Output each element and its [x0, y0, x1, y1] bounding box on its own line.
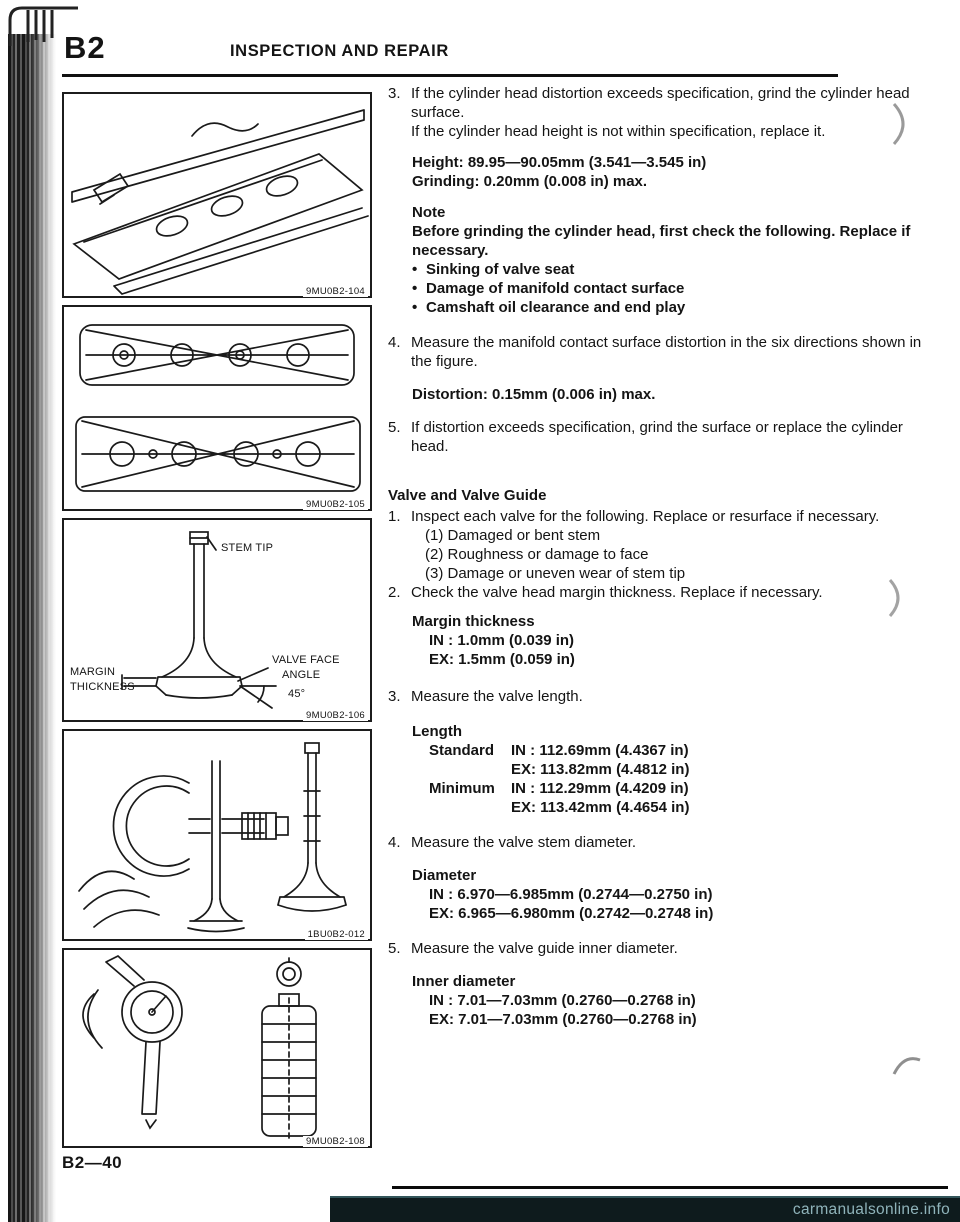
step-item-3	[388, 84, 948, 141]
spec-stem-diameter	[412, 866, 948, 923]
section-heading-valve: Valve and Valve Guide	[388, 487, 547, 504]
spec-line: Grinding: 0.20mm (0.008 in) max.	[412, 173, 648, 190]
figure-cylinder-head-distortion	[62, 92, 372, 298]
step-number: 4.	[388, 834, 401, 851]
watermark-bar	[330, 1196, 960, 1222]
step-number: 5.	[388, 419, 401, 436]
valve-item-3	[388, 687, 948, 706]
spec-row-value: EX: 113.82mm (4.4812 in)	[511, 761, 690, 778]
spec-row-label	[429, 760, 511, 779]
scan-artifact	[890, 1048, 924, 1082]
spec-row-value: EX: 113.42mm (4.4654 in)	[511, 799, 690, 816]
note-title: Note	[412, 204, 446, 221]
step-text: If distortion exceeds specification, grind the surface or replace the cylinder head.	[411, 419, 903, 455]
spec-row-label: Minimum	[429, 780, 495, 797]
step-number: 3.	[388, 688, 401, 705]
spec-row	[429, 798, 948, 817]
note-block	[412, 203, 948, 317]
micrometer-valve-illustration	[64, 731, 370, 939]
figure-code: 9MU0B2-104	[303, 286, 368, 297]
step-number: 3.	[388, 85, 401, 102]
valve-item-4	[388, 833, 948, 852]
figure-code: 1BU0B2-012	[305, 929, 368, 940]
spec-line: IN : 1.0mm (0.039 in)	[429, 632, 575, 649]
note-bullet: • Damage of manifold contact surface	[412, 279, 948, 298]
text-column	[388, 84, 948, 1029]
note-intro: Before grinding the cylinder head, first check the following. Replace if necessary.	[412, 223, 911, 259]
spec-title: Length	[412, 723, 462, 740]
spec-height	[412, 153, 948, 191]
label-angle-value: 45°	[288, 688, 306, 700]
valve-item-1	[388, 507, 948, 583]
step-text: Check the valve head margin thickness. Replace if necessary.	[411, 584, 823, 601]
valve-item-5	[388, 939, 948, 958]
spec-row-label: Standard	[429, 742, 495, 759]
page-title: INSPECTION AND REPAIR	[230, 42, 449, 60]
valve-item-2	[388, 583, 948, 602]
step-item-4	[388, 333, 948, 371]
spec-row	[429, 741, 948, 760]
spec-line: IN : 6.970—6.985mm (0.2744—0.2750 in)	[429, 886, 713, 903]
figure-valve-guide-gauge	[62, 948, 372, 1148]
figure-valve-nomenclature	[62, 518, 372, 722]
spec-title: Margin thickness	[412, 613, 535, 630]
sub-item: (2) Roughness or damage to face	[425, 546, 649, 563]
note-bullet: • Camshaft oil clearance and end play	[412, 298, 948, 317]
spec-row-label	[429, 798, 511, 817]
scan-gutter-shadow	[8, 34, 56, 1222]
step-number: 2.	[388, 584, 401, 601]
label-valve-face: VALVE FACE	[272, 654, 340, 666]
spec-line: Distortion: 0.15mm (0.006 in) max.	[412, 386, 656, 403]
spec-guide-inner-diameter	[412, 972, 948, 1029]
step-text: Measure the valve stem diameter.	[411, 834, 637, 851]
bottom-rule	[392, 1186, 948, 1189]
spec-line: EX: 6.965—6.980mm (0.2742—0.2748 in)	[429, 905, 714, 922]
spec-title: Inner diameter	[412, 973, 516, 990]
step-number: 4.	[388, 334, 401, 351]
spec-row-value: IN : 112.69mm (4.4367 in)	[511, 742, 689, 759]
step-text: Inspect each valve for the following. Replace or resurface if necessary.	[411, 508, 880, 525]
page-number: B2—40	[62, 1153, 123, 1172]
spec-title: Diameter	[412, 867, 477, 884]
figure-column	[62, 92, 372, 1155]
spec-line: Height: 89.95—90.05mm (3.541—3.545 in)	[412, 154, 707, 171]
step-text: If the cylinder head distortion exceeds specification, grind the cylinder head surface.	[411, 85, 910, 121]
step-item-5	[388, 418, 948, 456]
figure-valve-stem-micrometer	[62, 729, 372, 941]
sub-item: (3) Damage or uneven wear of stem tip	[425, 565, 686, 582]
step-text: If the cylinder head height is not within specification, replace it.	[411, 123, 826, 140]
spec-distortion	[412, 385, 948, 404]
bore-gauge-valve-guide-illustration	[64, 950, 370, 1146]
figure-code: 9MU0B2-105	[303, 499, 368, 510]
step-text: Measure the valve guide inner diameter.	[411, 940, 678, 957]
label-angle: ANGLE	[282, 669, 321, 681]
note-bullet: • Sinking of valve seat	[412, 260, 948, 279]
manifold-surface-measurement-illustration	[64, 307, 370, 509]
label-margin: MARGIN	[70, 666, 116, 678]
spec-line: EX: 1.5mm (0.059 in)	[429, 651, 575, 668]
spec-row	[429, 760, 948, 779]
watermark-text: carmanualsonline.info	[792, 1201, 950, 1218]
figure-code: 9MU0B2-108	[303, 1136, 368, 1147]
step-text: Measure the valve length.	[411, 688, 583, 705]
header-rule	[62, 74, 838, 77]
spec-line: EX: 7.01—7.03mm (0.2760—0.2768 in)	[429, 1011, 697, 1028]
step-text: Measure the manifold contact surface distortion in the six directions shown in the figure.	[411, 334, 922, 370]
cylinder-head-straightedge-illustration	[64, 94, 370, 296]
spec-row	[429, 779, 948, 798]
sub-item: (1) Damaged or bent stem	[425, 527, 601, 544]
spec-margin-thickness	[412, 612, 948, 669]
page-section-code: B2	[64, 30, 106, 65]
step-number: 5.	[388, 940, 401, 957]
spec-length	[412, 722, 948, 817]
spec-row-value: IN : 112.29mm (4.4209 in)	[511, 780, 689, 797]
label-stem-tip: STEM TIP	[221, 542, 274, 554]
step-number: 1.	[388, 508, 401, 525]
label-thickness: THICKNESS	[70, 681, 135, 693]
figure-manifold-surface-distortion	[62, 305, 372, 511]
spec-line: IN : 7.01—7.03mm (0.2760—0.2768 in)	[429, 992, 696, 1009]
figure-code: 9MU0B2-106	[303, 710, 368, 721]
